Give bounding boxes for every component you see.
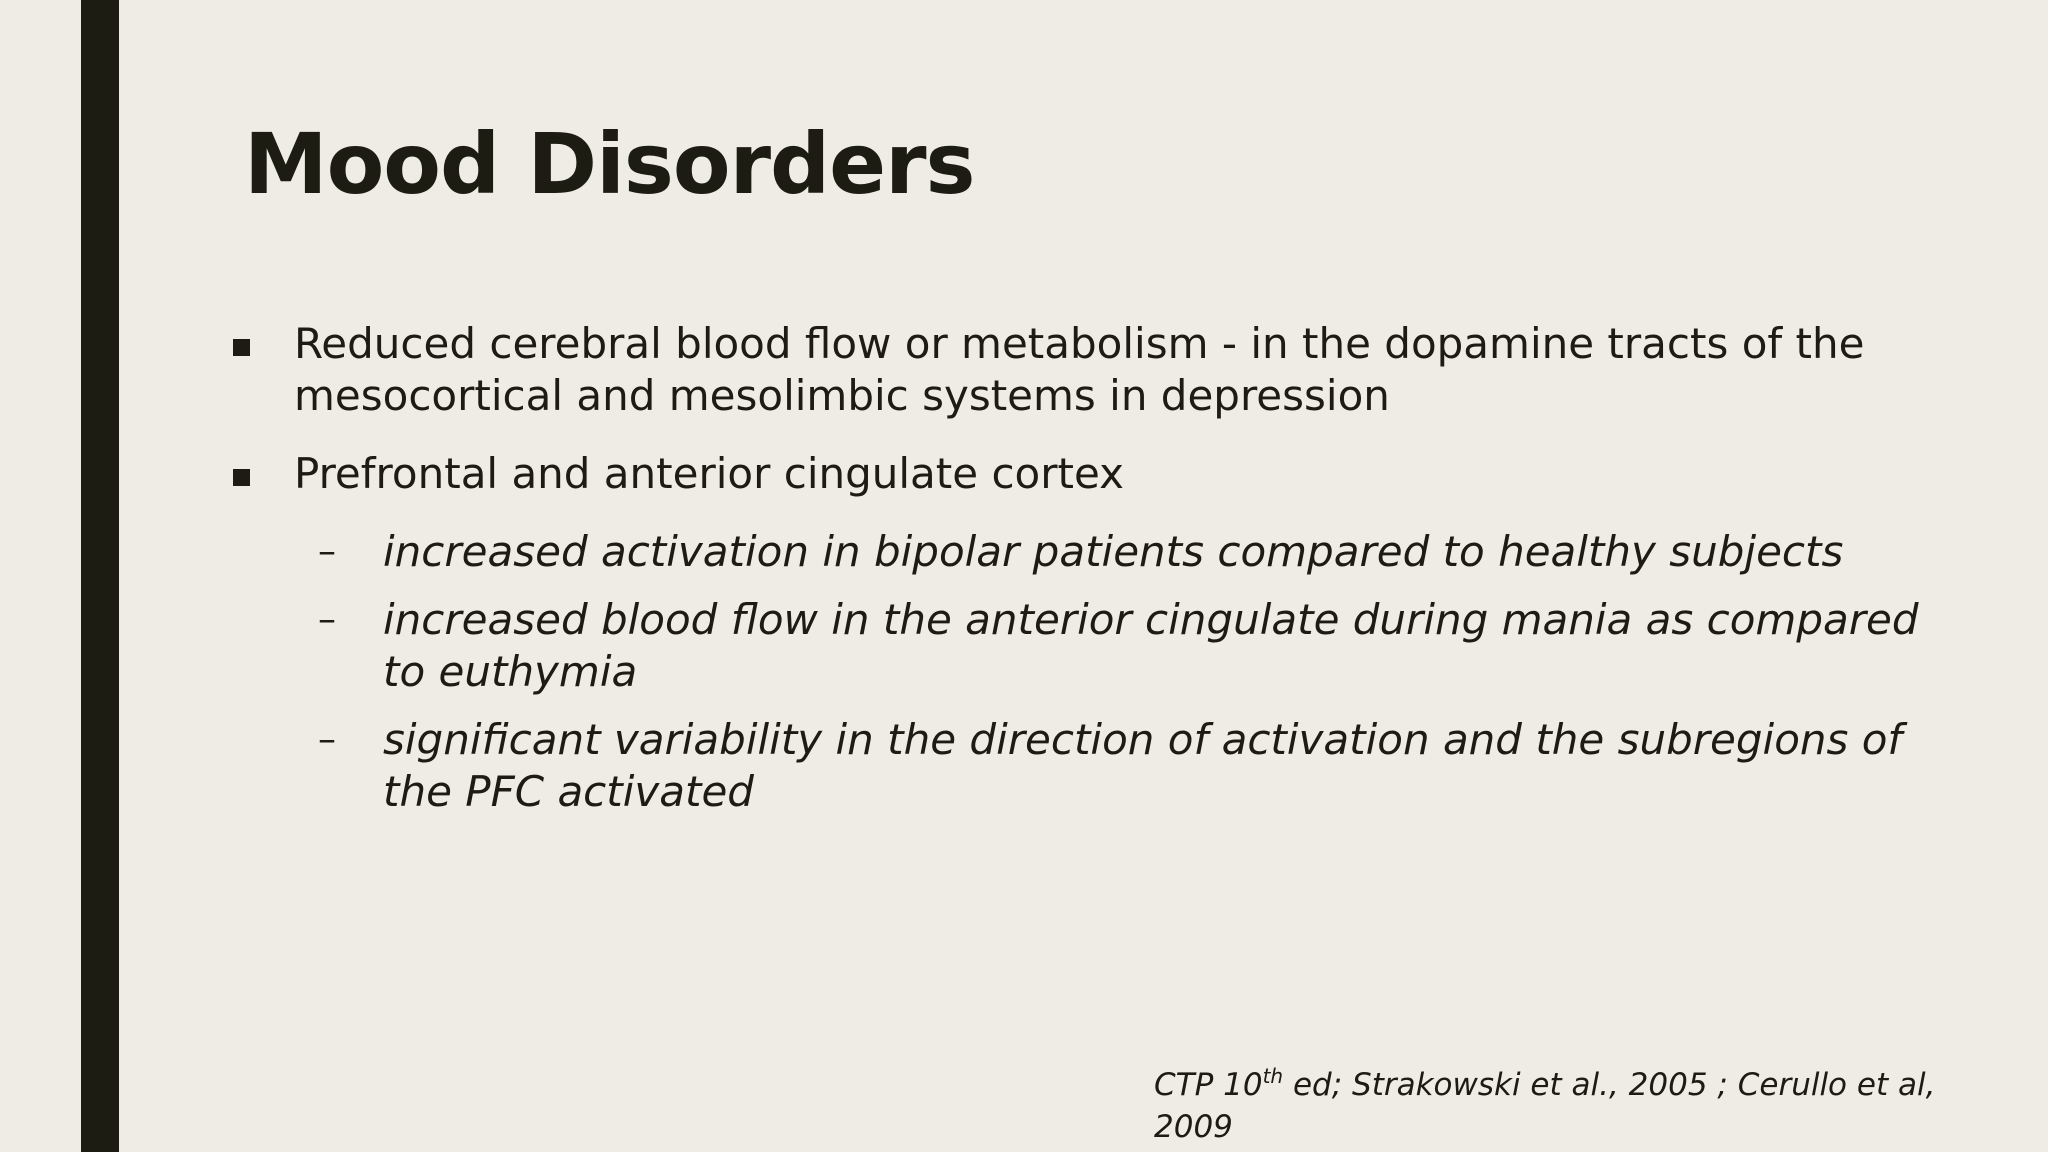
dash-bullet-icon: – <box>318 719 336 760</box>
dash-bullet-icon: – <box>318 531 336 572</box>
sub-bullet-text: increased activation in bipolar patients compared to healthy subjects <box>383 527 1844 576</box>
sub-bullet-list <box>228 526 1968 818</box>
bullet-item <box>228 318 1968 422</box>
sub-bullet-item <box>228 714 1968 818</box>
citation-superscript: th <box>1262 1064 1284 1088</box>
accent-bar <box>81 0 119 1152</box>
bullet-text: Prefrontal and anterior cingulate cortex <box>294 449 1124 498</box>
citation-prefix: CTP 10 <box>1154 1067 1263 1103</box>
bullet-item <box>228 448 1968 500</box>
sub-bullet-item <box>228 526 1968 578</box>
slide-content <box>228 318 1968 834</box>
sub-bullet-text: significant variability in the direction of activation and the subregions of the PFC activated <box>383 715 1903 816</box>
citation-rest: ed; Strakowski et al., 2005 ; Cerullo et al, 2009 <box>1154 1067 1936 1145</box>
slide-title: Mood Disorders <box>244 115 975 213</box>
bullet-text: Reduced cerebral blood flow or metabolism - in the dopamine tracts of the mesocortical and mesolimbic systems in depression <box>294 319 1865 420</box>
square-bullet-icon <box>233 469 250 486</box>
square-bullet-icon <box>233 339 250 356</box>
sub-bullet-item <box>228 594 1968 698</box>
sub-bullet-text: increased blood flow in the anterior cingulate during mania as compared to euthymia <box>383 595 1919 696</box>
dash-bullet-icon: – <box>318 599 336 640</box>
citation <box>1154 1064 1974 1148</box>
